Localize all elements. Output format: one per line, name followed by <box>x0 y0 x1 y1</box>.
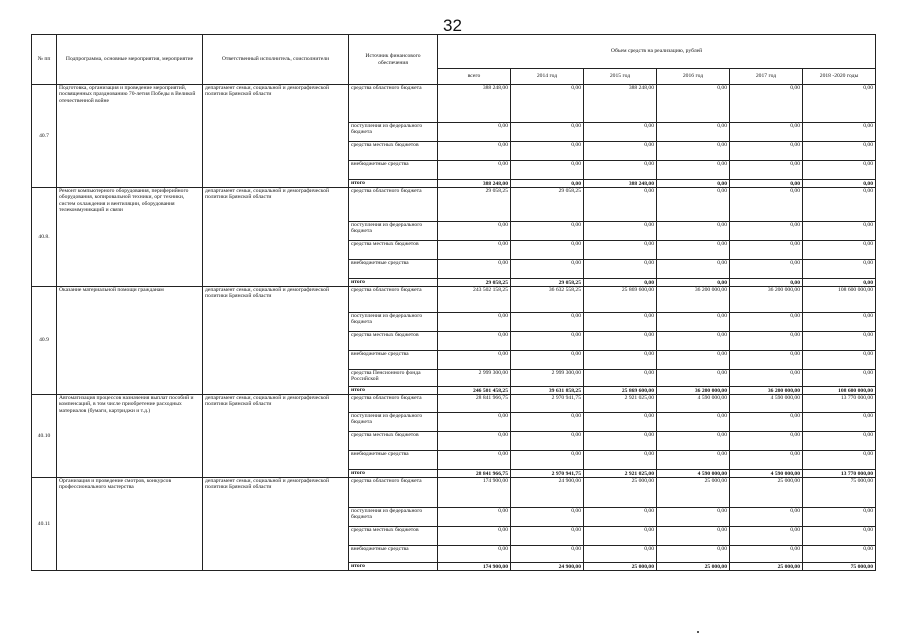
amount-cell: 0,00 <box>730 85 803 123</box>
item-executor: департамент семьи, социальной и демографической политики Брянской области <box>203 85 349 188</box>
item-number: 40.7 <box>32 85 57 188</box>
amount-cell: 0,00 <box>584 527 657 546</box>
header-executor: Ответственный исполнитель, соисполнители <box>203 35 349 85</box>
total-label: итого <box>349 563 438 571</box>
amount-cell: 0,00 <box>511 142 584 161</box>
amount-cell: 2 921 025,00 <box>584 470 657 478</box>
amount-cell: 0,00 <box>803 546 876 563</box>
table-row <box>32 85 876 123</box>
amount-cell: 0,00 <box>730 546 803 563</box>
amount-cell: 36 200 000,00 <box>657 287 730 313</box>
funding-source: средства местных бюджетов <box>349 432 438 451</box>
amount-cell: 0,00 <box>438 351 511 370</box>
funding-source: поступления из федерального бюджета <box>349 508 438 527</box>
amount-cell: 39 631 858,25 <box>511 387 584 395</box>
table-row <box>32 188 876 222</box>
amount-cell: 0,00 <box>584 123 657 142</box>
amount-cell: 75 000,00 <box>803 563 876 571</box>
amount-cell: 0,00 <box>803 188 876 222</box>
amount-cell: 0,00 <box>657 413 730 432</box>
amount-cell: 2 970 941,75 <box>511 470 584 478</box>
amount-cell: 0,00 <box>584 451 657 470</box>
amount-cell: 0,00 <box>511 222 584 241</box>
header-year: 2015 год <box>584 69 657 85</box>
amount-cell: 0,00 <box>803 85 876 123</box>
funding-source: поступления из федерального бюджета <box>349 123 438 142</box>
amount-cell: 25 000,00 <box>730 478 803 508</box>
amount-cell: 0,00 <box>584 241 657 260</box>
amount-cell: 0,00 <box>803 279 876 287</box>
amount-cell: 0,00 <box>584 432 657 451</box>
funding-source: средства областного бюджета <box>349 85 438 123</box>
amount-cell: 0,00 <box>657 180 730 188</box>
funding-source: внебюджетные средства <box>349 260 438 279</box>
header-source: Источник финансового обеспечения <box>349 35 438 85</box>
amount-cell: 0,00 <box>803 123 876 142</box>
amount-cell: 25 000,00 <box>657 478 730 508</box>
item-name: Оказание материальной помощи гражданам <box>57 287 203 395</box>
funding-source: средства областного бюджета <box>349 395 438 413</box>
amount-cell: 0,00 <box>584 313 657 332</box>
amount-cell: 174 900,00 <box>438 478 511 508</box>
amount-cell: 0,00 <box>584 332 657 351</box>
amount-cell: 0,00 <box>511 123 584 142</box>
table-row <box>32 395 876 413</box>
amount-cell: 25 869 600,00 <box>584 287 657 313</box>
amount-cell: 0,00 <box>657 279 730 287</box>
amount-cell: 0,00 <box>584 260 657 279</box>
amount-cell: 28 841 966,75 <box>438 395 511 413</box>
amount-cell: 0,00 <box>438 413 511 432</box>
table-row <box>32 478 876 508</box>
item-number: 40.8. <box>32 188 57 287</box>
amount-cell: 0,00 <box>803 351 876 370</box>
item-executor: департамент семьи, социальной и демографической политики Брянской области <box>203 287 349 395</box>
funding-source: внебюджетные средства <box>349 161 438 180</box>
item-number: 40.10 <box>32 395 57 478</box>
amount-cell: 0,00 <box>657 241 730 260</box>
item-number: 40.9 <box>32 287 57 395</box>
amount-cell: 0,00 <box>803 180 876 188</box>
amount-cell: 0,00 <box>730 279 803 287</box>
amount-cell: 0,00 <box>803 313 876 332</box>
amount-cell: 0,00 <box>803 508 876 527</box>
amount-cell: 36 632 558,25 <box>511 287 584 313</box>
funding-source: средства местных бюджетов <box>349 241 438 260</box>
amount-cell: 0,00 <box>511 546 584 563</box>
amount-cell: 0,00 <box>438 332 511 351</box>
amount-cell: 0,00 <box>730 260 803 279</box>
funding-source: поступления из федерального бюджета <box>349 413 438 432</box>
amount-cell: 0,00 <box>584 142 657 161</box>
amount-cell: 0,00 <box>584 413 657 432</box>
amount-cell: 4 590 000,00 <box>730 470 803 478</box>
funding-source: средства местных бюджетов <box>349 332 438 351</box>
amount-cell: 0,00 <box>511 413 584 432</box>
amount-cell: 0,00 <box>657 222 730 241</box>
header-year: 2017 год <box>730 69 803 85</box>
amount-cell: 0,00 <box>438 451 511 470</box>
amount-cell: 0,00 <box>803 260 876 279</box>
amount-cell: 0,00 <box>438 527 511 546</box>
amount-cell: 36 200 000,00 <box>730 287 803 313</box>
amount-cell: 0,00 <box>730 222 803 241</box>
item-executor: департамент семьи, социальной и демографической политики Брянской области <box>203 478 349 571</box>
amount-cell: 0,00 <box>511 313 584 332</box>
amount-cell: 29 058,25 <box>511 188 584 222</box>
amount-cell: 4 590 000,00 <box>657 395 730 413</box>
amount-cell: 0,00 <box>438 313 511 332</box>
amount-cell: 388 248,00 <box>438 85 511 123</box>
total-label: итого <box>349 470 438 478</box>
item-name: Автоматизация процессов назначения выплат пособий и компенсаций, в том числе приобретение расходных материалов (бумаги, картриджи и т.д.) <box>57 395 203 478</box>
amount-cell: 388 248,00 <box>584 85 657 123</box>
amount-cell: 0,00 <box>438 142 511 161</box>
amount-cell: 0,00 <box>438 432 511 451</box>
page-number: 32 <box>443 16 462 35</box>
amount-cell: 0,00 <box>730 527 803 546</box>
amount-cell: 0,00 <box>657 313 730 332</box>
financing-table <box>31 34 876 571</box>
amount-cell: 25 000,00 <box>584 563 657 571</box>
amount-cell: 0,00 <box>730 413 803 432</box>
amount-cell: 0,00 <box>584 279 657 287</box>
funding-source: внебюджетные средства <box>349 546 438 563</box>
amount-cell: 0,00 <box>438 123 511 142</box>
amount-cell: 0,00 <box>657 260 730 279</box>
funding-source: внебюджетные средства <box>349 351 438 370</box>
amount-cell: 0,00 <box>511 432 584 451</box>
amount-cell: 0,00 <box>584 508 657 527</box>
amount-cell: 246 501 458,25 <box>438 387 511 395</box>
amount-cell: 0,00 <box>657 527 730 546</box>
item-name: Организация и проведение смотров, конкурсов профессионального мастерства <box>57 478 203 571</box>
amount-cell: 0,00 <box>657 370 730 387</box>
funding-source: средства областного бюджета <box>349 287 438 313</box>
amount-cell: 0,00 <box>730 451 803 470</box>
amount-cell: 25 000,00 <box>730 563 803 571</box>
amount-cell: 75 000,00 <box>803 478 876 508</box>
amount-cell: 36 200 000,00 <box>657 387 730 395</box>
funding-source: средства местных бюджетов <box>349 142 438 161</box>
item-executor: департамент семьи, социальной и демографической политики Брянской области <box>203 188 349 287</box>
funding-source: поступления из федерального бюджета <box>349 313 438 332</box>
table-row <box>32 287 876 313</box>
amount-cell: 0,00 <box>511 85 584 123</box>
amount-cell: 0,00 <box>803 527 876 546</box>
funding-source: внебюджетные средства <box>349 451 438 470</box>
amount-cell: 0,00 <box>657 188 730 222</box>
total-label: итого <box>349 180 438 188</box>
amount-cell: 25 869 600,00 <box>584 387 657 395</box>
amount-cell: 0,00 <box>511 260 584 279</box>
total-label: итого <box>349 279 438 287</box>
item-number: 40.11 <box>32 478 57 571</box>
amount-cell: 0,00 <box>657 123 730 142</box>
amount-cell: 0,00 <box>657 546 730 563</box>
amount-cell: 0,00 <box>730 332 803 351</box>
item-executor: департамент семьи, социальной и демографической политики Брянской области <box>203 395 349 478</box>
amount-cell: 0,00 <box>803 332 876 351</box>
amount-cell: 25 000,00 <box>584 478 657 508</box>
funding-source: средства Пенсионного фонда Российской <box>349 370 438 387</box>
amount-cell: 0,00 <box>584 351 657 370</box>
amount-cell: 0,00 <box>803 222 876 241</box>
amount-cell: 2 970 941,75 <box>511 395 584 413</box>
amount-cell: 0,00 <box>730 313 803 332</box>
amount-cell: 36 200 000,00 <box>730 387 803 395</box>
amount-cell: 0,00 <box>803 432 876 451</box>
amount-cell: 0,00 <box>657 451 730 470</box>
amount-cell: 0,00 <box>730 180 803 188</box>
amount-cell: 0,00 <box>511 508 584 527</box>
amount-cell: 0,00 <box>584 370 657 387</box>
amount-cell: 0,00 <box>657 432 730 451</box>
amount-cell: 0,00 <box>438 241 511 260</box>
funding-source: поступления из федерального бюджета <box>349 222 438 241</box>
header-num: № пп <box>32 35 57 85</box>
amount-cell: 0,00 <box>730 351 803 370</box>
amount-cell: 0,00 <box>803 413 876 432</box>
amount-cell: 0,00 <box>730 161 803 180</box>
funding-source: средства областного бюджета <box>349 188 438 222</box>
amount-cell: 13 770 000,00 <box>803 470 876 478</box>
amount-cell: 29 058,25 <box>438 188 511 222</box>
amount-cell: 0,00 <box>803 142 876 161</box>
amount-cell: 24 900,00 <box>511 563 584 571</box>
amount-cell: 0,00 <box>438 222 511 241</box>
amount-cell: 0,00 <box>438 508 511 527</box>
amount-cell: 108 600 000,00 <box>803 287 876 313</box>
amount-cell: 0,00 <box>657 332 730 351</box>
amount-cell: 0,00 <box>657 161 730 180</box>
amount-cell: 0,00 <box>803 161 876 180</box>
amount-cell: 4 590 000,00 <box>730 395 803 413</box>
amount-cell: 0,00 <box>730 142 803 161</box>
amount-cell: 0,00 <box>438 546 511 563</box>
amount-cell: 4 590 000,00 <box>657 470 730 478</box>
amount-cell: 388 248,00 <box>584 180 657 188</box>
amount-cell: 0,00 <box>584 161 657 180</box>
amount-cell: 108 600 000,00 <box>803 387 876 395</box>
amount-cell: 0,00 <box>803 370 876 387</box>
header-year: 2016 год <box>657 69 730 85</box>
amount-cell: 174 900,00 <box>438 563 511 571</box>
amount-cell: 0,00 <box>657 142 730 161</box>
amount-cell: 0,00 <box>511 180 584 188</box>
amount-cell: 25 000,00 <box>657 563 730 571</box>
header-year: 2018 -2020 годы <box>803 69 876 85</box>
header-program: Подпрограмма, основные мероприятия, мероприятие <box>57 35 203 85</box>
amount-cell: 2 921 025,00 <box>584 395 657 413</box>
amount-cell: 243 502 158,25 <box>438 287 511 313</box>
header-year: всего <box>438 69 511 85</box>
amount-cell: 2 999 300,00 <box>511 370 584 387</box>
amount-cell: 0,00 <box>657 351 730 370</box>
header-year: 2014 год <box>511 69 584 85</box>
amount-cell: 29 058,25 <box>511 279 584 287</box>
amount-cell: 0,00 <box>584 222 657 241</box>
amount-cell: 28 841 966,75 <box>438 470 511 478</box>
amount-cell: 0,00 <box>730 123 803 142</box>
amount-cell: 0,00 <box>730 241 803 260</box>
item-name: Подготовка, организация и проведение мероприятий, посвященных празднованию 70-летия Победы в Великой отечественной войне <box>57 85 203 188</box>
amount-cell: 0,00 <box>511 332 584 351</box>
amount-cell: 0,00 <box>511 351 584 370</box>
amount-cell: 0,00 <box>511 161 584 180</box>
amount-cell: 0,00 <box>730 188 803 222</box>
funding-source: средства областного бюджета <box>349 478 438 508</box>
amount-cell: 24 900,00 <box>511 478 584 508</box>
amount-cell: 29 058,25 <box>438 279 511 287</box>
amount-cell: 0,00 <box>511 451 584 470</box>
amount-cell: 2 999 300,00 <box>438 370 511 387</box>
header-volume: Объем средств на реализацию, рублей <box>438 35 876 69</box>
amount-cell: 0,00 <box>584 188 657 222</box>
amount-cell: 0,00 <box>730 432 803 451</box>
funding-source: средства местных бюджетов <box>349 527 438 546</box>
amount-cell: 0,00 <box>803 241 876 260</box>
amount-cell: 0,00 <box>584 546 657 563</box>
amount-cell: 0,00 <box>803 451 876 470</box>
amount-cell: 0,00 <box>657 85 730 123</box>
total-label: итого <box>349 387 438 395</box>
amount-cell: 0,00 <box>511 527 584 546</box>
amount-cell: 13 770 000,00 <box>803 395 876 413</box>
amount-cell: 0,00 <box>730 508 803 527</box>
item-name: Ремонт компьютерного оборудования, периферийного оборудования, копировальной техники, орг техники, систем охлаждения и вентиляции, оборудования телекоммуникаций и связи <box>57 188 203 287</box>
amount-cell: 0,00 <box>657 508 730 527</box>
scan-dot <box>697 631 699 633</box>
amount-cell: 0,00 <box>438 161 511 180</box>
amount-cell: 388 248,00 <box>438 180 511 188</box>
amount-cell: 0,00 <box>438 260 511 279</box>
amount-cell: 0,00 <box>511 241 584 260</box>
amount-cell: 0,00 <box>730 370 803 387</box>
